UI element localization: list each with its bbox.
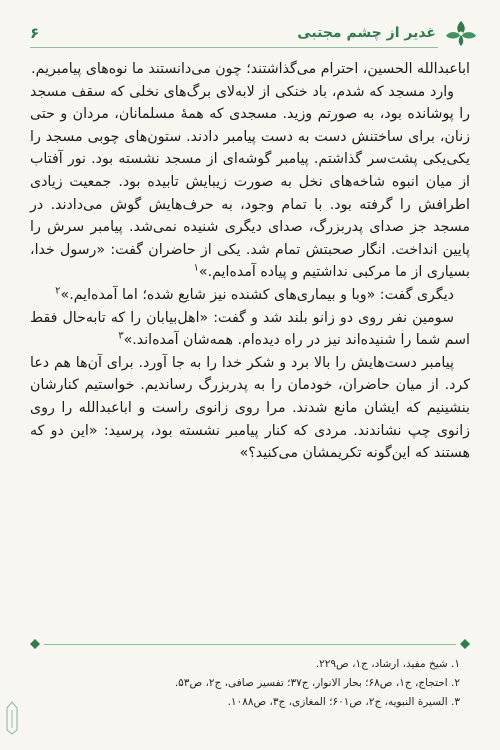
footnote-ref-1: ۱ bbox=[193, 262, 199, 274]
paragraph-5-text: پیامبر دست‌هایش را بالا برد و شکر خدا را به جا آورد. برای آن‌ها هم دعا کرد. از میان حاضران، خودمان را به پدربزرگ رساندیم. خواستیم کنارشان بنشینیم که ایشان مانع شدند. مرا روی زانوی راست و اباعبدالله را روی زانوی چپ نشاندند. مردی که کنار پیامبر نشسته بود، پرسید: «این دو که هستند که این‌گونه تکریمشان می‌کنید؟» bbox=[30, 354, 470, 462]
page-number: ۶ bbox=[30, 24, 40, 42]
paragraph-4 bbox=[30, 307, 470, 352]
footnote-ref-2: ۲ bbox=[55, 285, 61, 297]
header-rule bbox=[30, 47, 438, 48]
floral-emblem-icon bbox=[444, 18, 478, 48]
publisher-watermark-icon bbox=[4, 700, 20, 736]
page-header bbox=[30, 22, 478, 48]
paragraph-3 bbox=[30, 284, 470, 307]
paragraph-1 bbox=[30, 58, 470, 81]
main-text bbox=[30, 58, 470, 465]
footnote-divider bbox=[30, 637, 470, 651]
divider-line bbox=[44, 644, 456, 645]
footnote-3: ۳. السیرة النبویه، ج۲، ص۶۰۱؛ المغازی، ج۳، ص۱۰۸۸. bbox=[227, 696, 460, 708]
paragraph-5 bbox=[30, 352, 470, 465]
diamond-ornament-icon bbox=[460, 639, 470, 649]
paragraph-4-text: سومین نفر روی دو زانو بلند شد و گفت: «اهل‌بیابان را که تابه‌حال فقط اسم شما را شنیده‌اند نیز در راه دیده‌ام. همه‌شان آمده‌اند.» bbox=[30, 309, 470, 349]
diamond-ornament-icon bbox=[30, 639, 40, 649]
footnote-1: ۱. شیخ مفید، ارشاد، ج۱، ص۲۲۹. bbox=[315, 658, 460, 670]
paragraph-3-text: دیگری گفت: «وبا و بیماری‌های کشنده نیز شایع شده؛ اما آمده‌ایم.» bbox=[60, 286, 454, 303]
footnote-2: ۲. احتجاج، ج۱، ص۶۸؛ بحار الانوار، ج۳۷؛ تفسیر صافی، ج۲، ص۵۳. bbox=[174, 677, 460, 689]
book-title: غدیر از چشم مجتبی bbox=[297, 25, 436, 41]
paragraph-2 bbox=[30, 81, 470, 284]
paragraph-1-text: اباعبدالله الحسین، احترام می‌گذاشتند؛ چون می‌دانستند ما نوه‌های پیامبریم. bbox=[31, 61, 470, 77]
footnotes bbox=[40, 655, 460, 712]
paragraph-2-text: وارد مسجد که شدم، باد خنکی از لابه‌لای برگ‌های نخلی که سقف مسجد را پوشانده بود، به صورتم وزید. مسجدی که همهٔ مسلمانان، مردان و حتی زنان، برای ساختنش دست به دست پیامبر دادند. ستون‌های چوبی مسجد را یکی‌یکی پشت‌سر گذاشتم. پیامبر گوشه‌ای از مسجد نشسته بود. نور آفتاب از میان انبوه شاخه‌های نخل به صورت زیبایش تابیده بود. جمعیت زیادی اطرافش را گرفته بود. با تمام وجود، به حرف‌هایش گوش می‌دادند. در مسجد جز صدای پدربزرگ، صدای دیگری شنیده نمی‌شد. پیامبر سرش را پایین انداخت. انگار صحبتش تمام شد. یکی از حاضران گفت: «رسول خدا، بسیاری از ما مرکبی نداشتیم و پیاده آمده‌ایم.» bbox=[30, 83, 470, 281]
footnote-ref-3: ۳ bbox=[118, 330, 124, 342]
